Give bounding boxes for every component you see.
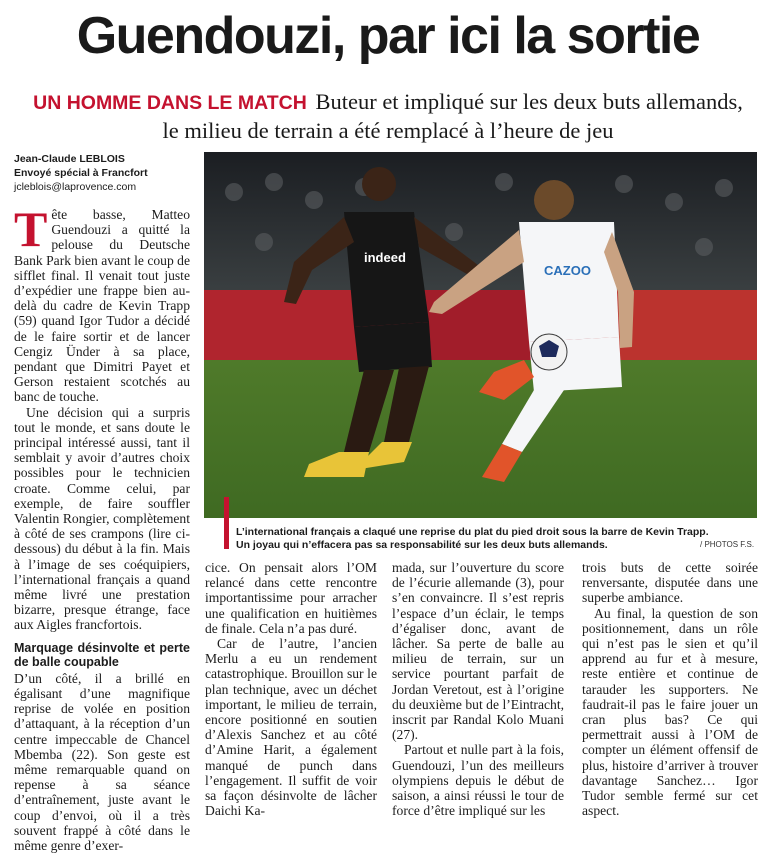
article-column-2 (205, 560, 377, 818)
match-photo (204, 152, 757, 518)
photo-credit: / PHOTOS F.S. (700, 540, 755, 549)
indeed-shirt-logo: indeed (364, 250, 406, 265)
dropcap: T (14, 201, 48, 257)
deck-line-1: Buteur et impliqué sur les deux buts allemands, (315, 89, 743, 114)
column-2-paragraph-1: cice. On pensait alors l’OM relancé dans cette rencontre importantissime pour arracher une qualification en huitièmes de finale. Cela n’a pas duré. (205, 560, 377, 636)
deck-kicker: UN HOMME DANS LE MATCH (33, 92, 307, 114)
byline-email[interactable]: jcleblois@laprovence.com (14, 181, 137, 193)
byline (14, 152, 148, 194)
column-3-paragraph-1: mada, sur l’ouverture du score de l’écurie allemande (3), pour s’en convaincre. Il s’est repris l’espace d’un éclair, le temps d’égaliser donc, avant de lâcher. Sa perte de balle au milieu de terrain, sur un service pourtant parfait de Jordan Veretout, est à l’origine du deuxième but de l’Eintracht, inscrit par Randal Kolo Muani (27). (392, 560, 564, 743)
article-column-4 (582, 560, 758, 818)
deck (0, 88, 776, 144)
cazoo-shirt-logo: CAZOO (544, 263, 591, 278)
photo-caption (236, 526, 756, 552)
pitch (204, 360, 757, 518)
byline-author: Jean-Claude LEBLOIS (14, 153, 125, 165)
column-3-paragraph-2: Partout et nulle part à la fois, Guendouzi, l’un des meilleurs olympiens depuis le début de saison, a ainsi réussi le tour de force d’être impliqué sur les (392, 742, 564, 819)
caption-accent-bar (224, 497, 229, 549)
paragraph-3: D’un côté, il a brillé en égalisant d’une magnifique reprise de volée en position d’attaquant, à la réception d’un centre impeccable de Chancel Mbemba (22). Son geste est même remarquable quand on repense à sa séance d’entraînement, juste avant le coup d’envoi, où il a très souvent frappé à côté dans le même genre d’exer- (14, 670, 190, 853)
caption-line-2: Un joyau qui n’effacera pas sa responsabilité sur les deux buts allemands. (236, 539, 608, 551)
deck-line-2: le milieu de terrain a été remplacé à l’heure de jeu (162, 118, 614, 143)
match-photo-illustration (204, 152, 757, 518)
column-4-paragraph-2: Au final, la question de son positionnement, dans un rôle qui n’est pas le sien et qu’il apprend au fur et à mesure, reste entière et continue de tarauder les supporters. Ne faudrait-il pas le faire jouer un cran plus bas? Ce qui permettrait aussi à l’OM de compter un élément offensif de plus, histoire d’arriver à trouver davantage Sanchez… Igor Tudor semble fermé sur cet aspect. (582, 605, 758, 819)
byline-role: Envoyé spécial à Francfort (14, 167, 148, 179)
article-column-3 (392, 560, 564, 818)
paragraph-1: Tête basse, Matteo Guendouzi a quitté la pelouse du Deutsche Bank Park bien avant le coup de sifflet final. Il venait tout juste d’expédier une frappe bien au-delà du cadre de Kevin Trapp (59) quand Igor Tudor a décidé de le faire sortir et de lancer Cengiz Ünder à sa place, pendant que Dimitri Payet et Gerson restaient scotchés au banc de touche. (14, 201, 190, 405)
article-column-1 (14, 201, 190, 853)
column-4-paragraph-1: trois buts de cette soirée renversante, disputée dans une superbe ambiance. (582, 560, 758, 606)
subhead: Marquage désinvolte et perte de balle coupable (14, 640, 190, 669)
caption-line-1: L’international français a claqué une reprise du plat du pied droit sous la barre de Kevin Trapp. (236, 526, 709, 538)
headline: Guendouzi, par ici la sortie (76, 7, 700, 65)
column-2-paragraph-2: Car de l’autre, l’ancien Merlu a eu un rendement catastrophique. Brouillon sur le plan technique, avec un déchet important, le milieu de terrain, encore positionné en soutien d’Alexis Sanchez et au côté d’Amine Harit, a également manqué de punch dans l’engagement. Il suffit de voir sa façon désinvolte de lâcher Daichi Ka- (205, 636, 377, 819)
paragraph-2: Une décision qui a surpris tout le monde, et sans doute le principal intéressé aussi, tant il semblait y avoir d’autres choix possibles pour le technicien croate. Comme celui, par exemple, de faire souffler Valentin Rongier, complètement à côté de ses crampons (lire ci-dessous) du début à la fin. Mais à l’image de ses coéquipiers, l’international français a quand même livré une prestation bizarre, presque étrange, face aux Aigles francfortois. (14, 404, 190, 633)
